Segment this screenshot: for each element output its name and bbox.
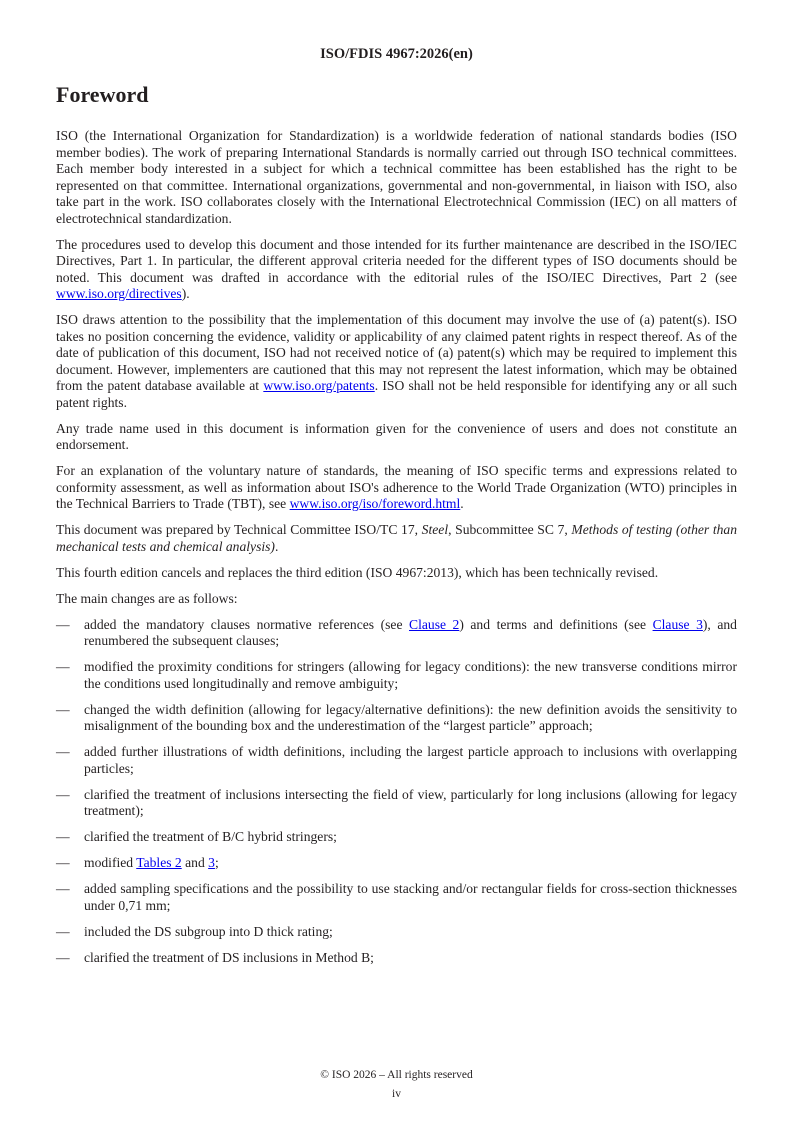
italic-text: Methods of testing (other than mechanical tests and chemical analysis): [56, 522, 738, 554]
list-item: [56, 855, 737, 872]
list-item: [56, 617, 737, 650]
foreword-body: [56, 128, 737, 976]
page-title: Foreword: [56, 82, 149, 107]
paragraph: [56, 128, 737, 227]
list-item: [56, 924, 737, 941]
text: ISO (the International Organization for Standardization) is a worldwide federation of national standards bodies (ISO member bodies). The work of preparing International Standards is normally carried out through ISO technical committees. Each member body interested in a subject for which a technical committee has been established has the right to be represented on that committee. International organizations, governmental and non-governmental, in liaison with ISO, also take part in the work. ISO collaborates closely with the International Electrotechnical Commission (IEC) on all matters of electrotechnical standardization.: [56, 128, 737, 226]
link[interactable]: www.iso.org/iso/foreword.html: [289, 496, 461, 511]
text: added the mandatory clauses normative references (see: [84, 616, 410, 632]
paragraph: [56, 237, 737, 303]
list-item: [56, 702, 737, 735]
list-item-text: [84, 702, 737, 735]
text: , Subcommittee SC 7,: [448, 522, 572, 537]
link[interactable]: www.iso.org/patents: [263, 378, 375, 393]
page-number: iv: [392, 1088, 401, 1100]
link[interactable]: Clause 2: [409, 616, 460, 632]
text: The main changes are as follows:: [56, 590, 238, 606]
list-item: [56, 950, 737, 967]
text: added sampling specifications and the possibility to use stacking and/or rectangular fields for cross-section thicknesses under 0,71 mm;: [84, 881, 737, 913]
text: included the DS subgroup into D thick rating;: [84, 923, 333, 939]
dash-bullet: —: [56, 949, 70, 965]
dash-bullet: —: [56, 701, 70, 717]
list-item-text: [84, 855, 737, 872]
paragraph: [56, 312, 737, 411]
link[interactable]: www.iso.org/directives: [56, 286, 182, 301]
copyright: © ISO 2026 – All rights reserved: [320, 1069, 473, 1081]
text: modified: [84, 855, 137, 870]
dash-bullet: —: [56, 829, 70, 844]
list-item-text: [84, 924, 737, 941]
list-item: [56, 744, 737, 777]
list-item-text: [84, 617, 737, 650]
text: The procedures used to develop this document and those intended for its further maintenance are described in the ISO/IEC Directives, Part 1. In particular, the different approval criteria needed for the different types of ISO documents should be noted. This document was drafted in accordance with the editorial rules of the ISO/IEC Directives, Part 2 (see: [56, 236, 737, 285]
text: .: [460, 496, 464, 511]
document-header: ISO/FDIS 4967:2026(en): [320, 46, 473, 62]
dash-bullet: —: [56, 744, 70, 759]
paragraph: [56, 522, 737, 555]
list-item: [56, 829, 737, 846]
text: For an explanation of the voluntary nature of standards, the meaning of ISO specific terms and expressions related to conformity assessment, as well as information about ISO's adherence to the World Trade Organization (WTO) principles in the Technical Barriers to Trade (TBT), see: [56, 463, 737, 511]
text: ;: [214, 855, 219, 870]
text: clarified the treatment of B/C hybrid stringers;: [84, 829, 337, 844]
list-item-text: [84, 881, 737, 914]
italic-text: Steel: [421, 522, 449, 537]
list-item-text: [84, 950, 737, 967]
link[interactable]: 3: [208, 855, 215, 870]
text: ) and terms and definitions (see: [459, 616, 653, 632]
text: clarified the treatment of DS inclusions in Method B;: [84, 949, 374, 965]
text: This fourth edition cancels and replaces the third edition (ISO 4967:2013), which has been technically revised.: [56, 564, 659, 580]
text: changed the width definition (allowing for legacy/alternative definitions): the new definition avoids the sensitivity to misalignment of the bounding box and the underestimation of the “largest particle” approach;: [84, 701, 737, 733]
text: Any trade name used in this document is information given for the convenience of users and does not constitute an endorsement.: [56, 420, 737, 452]
dash-bullet: —: [56, 923, 70, 939]
paragraph: [56, 591, 737, 608]
list-item-text: [84, 744, 737, 777]
list-item-text: [84, 659, 737, 692]
text: ISO draws attention to the possibility that the implementation of this document may involve the use of (a) patent(s). ISO takes no position concerning the evidence, validity or applicability of any claimed patent rights in respect thereof. As of the date of publication of this document, ISO had not received notice of (a) patent(s) which may be required to implement this document. However, implementers are cautioned that this may not represent the latest information, which may be obtained from the patent database available at: [56, 312, 737, 393]
dash-bullet: —: [56, 855, 70, 870]
changes-list: [56, 617, 737, 967]
text: and: [181, 855, 209, 870]
text: modified the proximity conditions for stringers (allowing for legacy conditions): the new transverse conditions mirror the conditions used longitudinally and remove ambiguity;: [84, 659, 737, 691]
list-item-text: [84, 787, 737, 820]
page-footer: [0, 1066, 793, 1104]
text: ), and renumbered the subsequent clauses;: [84, 616, 737, 648]
list-item: [56, 659, 737, 692]
text: . ISO shall not be held responsible for identifying any or all such patent rights.: [56, 378, 737, 410]
dash-bullet: —: [56, 881, 70, 896]
paragraphs: [56, 128, 737, 607]
list-item: [56, 881, 737, 914]
text: added further illustrations of width definitions, including the largest particle approach to inclusions with overlapping particles;: [84, 744, 737, 776]
text: ).: [181, 286, 190, 301]
link[interactable]: Clause 3: [652, 616, 703, 632]
paragraph: [56, 421, 737, 454]
dash-bullet: —: [56, 786, 70, 802]
link[interactable]: Tables 2: [136, 855, 182, 870]
dash-bullet: —: [56, 659, 70, 674]
text: .: [274, 538, 279, 554]
text: This document was prepared by Technical Committee ISO/TC 17,: [56, 522, 422, 537]
list-item-text: [84, 829, 737, 846]
paragraph: [56, 565, 737, 582]
paragraph: [56, 463, 737, 513]
dash-bullet: —: [56, 616, 70, 632]
list-item: [56, 787, 737, 820]
text: clarified the treatment of inclusions intersecting the field of view, particularly for long inclusions (allowing for legacy treatment);: [84, 786, 737, 818]
